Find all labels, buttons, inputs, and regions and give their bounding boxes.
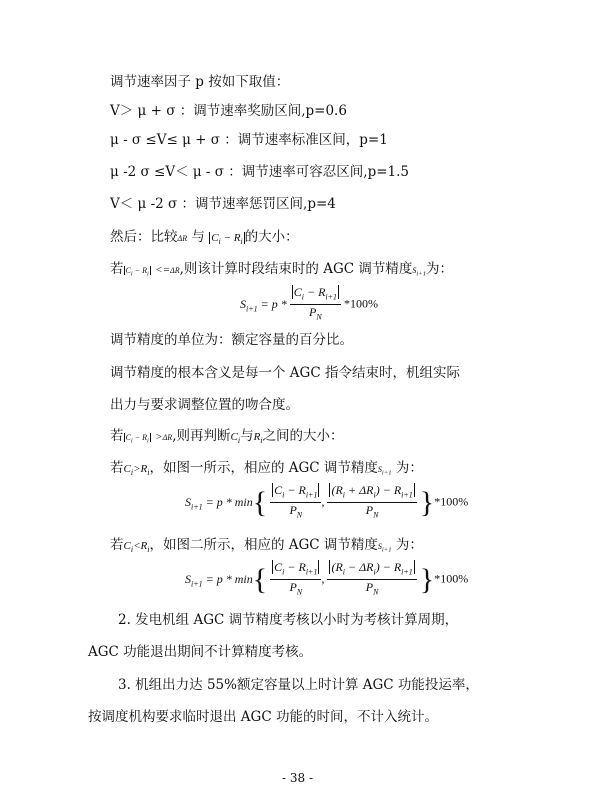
compare-line xyxy=(110,228,299,251)
text-fragment: ,则再判断 xyxy=(172,428,231,444)
text-line: μ -2 σ ≤V＜ μ - σ ：调节速率可容忍区间,p=1.5 xyxy=(110,164,410,180)
text-fragment: 之间的大小： xyxy=(262,428,344,444)
condition-line xyxy=(110,260,453,284)
text-line: V＞ μ + σ ：调节速率奖励区间,p=0.6 xyxy=(110,103,347,119)
condition-line xyxy=(110,536,423,560)
math-ci-lt-ri: $C_i<R_i$ xyxy=(123,540,150,555)
math-ci-gt-ri: $C_i>R_i$ xyxy=(123,463,150,478)
text-fragment: 若 xyxy=(110,460,124,476)
text-fragment: 与 xyxy=(191,229,205,245)
text-line: 出力与要求调整位置的吻合度。 xyxy=(110,397,299,413)
text-fragment: 若 xyxy=(110,537,124,553)
math-delta-r: ΔR xyxy=(162,433,173,442)
text-fragment: 为： xyxy=(395,537,423,553)
text-line: 调节精度的单位为：额定容量的百分比。 xyxy=(110,332,353,348)
text-line: 按调度机构要求临时退出 AGC 功能的时间，不计入统计。 xyxy=(88,709,438,725)
math-s-i1: $S_{i+1}$ xyxy=(377,542,392,554)
math-s-i1: $S_{i+1}$ xyxy=(377,465,392,477)
text-fragment: 与 xyxy=(240,428,254,444)
formula-3: $S_{i+1} = p * \min${ $\frac{C_i - R_{i+1}}{P_N}$ , $(R_i - \Delta R_i) - R_{i+1}$ $P_N$ }*100% xyxy=(185,560,469,597)
math-ri: $R_i$ xyxy=(253,431,263,446)
text-line: AGC 功能退出期间不计算精度考核。 xyxy=(88,644,313,660)
text-line: μ - σ ≤V≤ μ + σ ：调节速率标准区间，p=1 xyxy=(110,132,388,148)
text-line: 3. 机组出力达 55%额定容量以上时计算 AGC 功能投运率， xyxy=(118,677,479,693)
page-number: - 38 - xyxy=(281,771,313,785)
math-abs-ci-ri: $C_i - R_i$ xyxy=(211,232,243,247)
text-fragment: 若 xyxy=(110,261,124,277)
text-line: V＜ μ -2 σ ：调节速率惩罚区间,p=4 xyxy=(110,196,336,212)
text-fragment: 然后：比较 xyxy=(110,229,178,245)
text-fragment: ,则该计算时段结束时的 AGC 调节精度 xyxy=(179,261,413,277)
text-fragment: 的大小： xyxy=(244,229,299,245)
math-s-i1: $S_{i+1}$ xyxy=(412,266,427,278)
math-gt: > xyxy=(155,431,163,443)
formula-1: $S_{i+1} = p$ * $\frac{C_i - R_{i+1}}{P_N}$ *100% xyxy=(240,285,379,322)
formula-2: $S_{i+1} = p * \min${ $\frac{C_i - R_{i+1}}{P_N}$ , $(R_i + \Delta R_i) - R_{i+1}$ $P_N$ }*100% xyxy=(185,483,469,520)
text-fragment: ，如图二所示，相应的 AGC 调节精度 xyxy=(149,537,378,553)
text-line: 2. 发电机组 AGC 调节精度考核以小时为考核计算周期， xyxy=(118,612,459,628)
math-abs-ci-ri: $C_i - R_i$ xyxy=(125,433,149,445)
text-fragment: ，如图一所示，相应的 AGC 调节精度 xyxy=(149,460,378,476)
text-fragment: 为： xyxy=(426,261,454,277)
math-ci: $C_i$ xyxy=(230,431,241,446)
math-abs-ci-ri: $C_i - R_i$ xyxy=(125,266,149,278)
math-le: <= xyxy=(155,264,171,276)
text-fragment: 若 xyxy=(110,428,124,444)
math-delta-r: ΔR xyxy=(170,266,180,275)
condition-line xyxy=(110,459,423,483)
text-line: 调节速率因子 p 按如下取值： xyxy=(110,74,290,90)
math-delta-r: ΔR xyxy=(177,234,188,243)
text-line: 调节精度的根本含义是每一个 AGC 指令结束时，机组实际 xyxy=(110,365,460,381)
text-fragment: 为： xyxy=(395,460,423,476)
condition-line xyxy=(110,427,344,451)
